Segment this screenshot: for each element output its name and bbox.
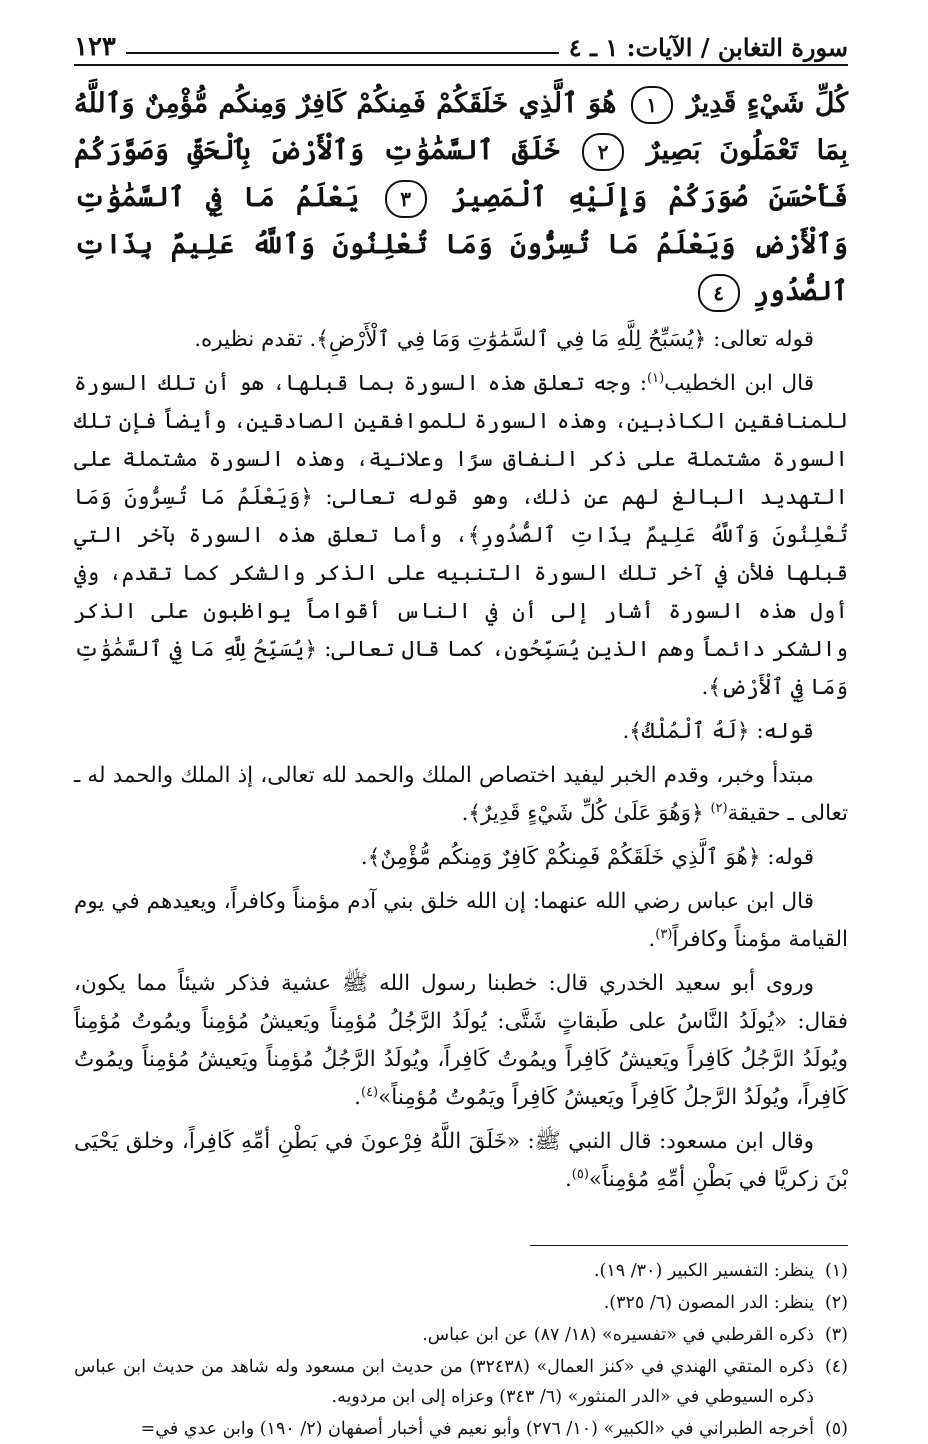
verse-text: خَلَقَ ٱلسَّمَٰوَٰتِ وَٱلْأَرْضَ بِٱلْحَقِّ وَصَوَّرَكُمْ فَأَحْسَنَ صُوَرَكُمْ وَإِلَيْهِ ٱلْمَصِيرُ <box>74 135 849 213</box>
footnote <box>74 1352 848 1412</box>
paragraph-text: . <box>648 927 656 952</box>
footnote-text: ينظر: التفسير الكبير (٣٠/ ١٩). <box>593 1261 814 1281</box>
commentary-body <box>74 321 848 1199</box>
paragraph: قوله تعالى: ﴿يُسَبِّحُ لِلَّهِ مَا فِي ٱلسَّمَٰوَٰتِ وَمَا فِي ٱلْأَرْضِ﴾. تقدم نظيره. <box>194 327 814 352</box>
ayah-number-marker: ٢ <box>582 133 624 171</box>
footnote-ref: (١) <box>647 370 665 386</box>
paragraph-text: : وجه تعلق هذه السورة بما قبلها، هو أن تلك السورة للمنافقين الكاذبين، وهذه السورة للموافقين الصادقين، وأيضاً فإن تلك السورة مشتملة على ذكر النفاق سرًا وعلانية، وهذه السورة مشتملة على التهديد البالغ لهم عن ذلك، وهو قوله تعالى: ﴿وَيَعْلَمُ مَا تُسِرُّونَ وَمَا تُعْلِنُونَ وَٱللَّهُ عَلِيمٌ بِذَاتِ ٱلصُّدُورِ﴾، وأما تعلق هذه السورة بآخر التي قبلها فلأن في آخر تلك السورة التنبيه على الذكر والشكر كما تقدم، وفي أول هذه السورة أشار إلى أن في الناس أقواماً يواظبون على الذكر والشكر دائماً وهم الذين يُسَبِّحُون، كما قال تعالى: ﴿يُسَبِّحُ لِلَّهِ مَا فِي ٱلسَّمَٰوَٰتِ وَمَا فِي ٱلْأَرْضِ﴾. <box>74 371 848 700</box>
ayah-number-marker: ٣ <box>385 180 427 218</box>
footnote-text: ذكره القرطبي في «تفسيره» (١٨/ ٨٧) عن ابن عباس. <box>422 1325 814 1345</box>
footnote-ref: (٤) <box>360 1084 379 1100</box>
footnote <box>74 1414 848 1444</box>
footnote-ref: (٥) <box>571 1166 589 1182</box>
paragraph-text: . <box>354 1085 361 1110</box>
running-title: سورة التغابن / الآيات: ١ ـ ٤ <box>568 33 848 62</box>
footnote <box>74 1288 848 1318</box>
header-rule <box>126 52 559 54</box>
footnotes <box>74 1256 848 1444</box>
footnote-number: (٣) <box>824 1325 848 1345</box>
paragraph-text: مبتدأ وخبر، وقدم الخبر ليفيد اختصاص الملك والحمد لله تعالى، إذ الملك والحمد له ـ تعالى ـ حقيقة <box>74 763 848 826</box>
footnote-ref: (٢) <box>710 800 728 816</box>
footnote <box>74 1320 848 1350</box>
page-header <box>74 28 848 66</box>
paragraph: قوله: ﴿هُوَ ٱلَّذِي خَلَقَكُمْ فَمِنكُمْ كَافِرٌ وَمِنكُم مُّؤْمِنٌ﴾. <box>360 845 814 870</box>
verse-text: يَعْلَمُ مَا فِي ٱلسَّمَٰوَٰتِ وَٱلْأَرْضِ وَيَعْلَمُ مَا تُسِرُّونَ وَمَا تُعْلِنُونَ وَٱللَّهُ عَلِيمٌ بِذَاتِ ٱلصُّدُورِ <box>74 182 848 307</box>
footnote-text: ذكره المتقي الهندي في «كنز العمال» (٣٢٤٣٨) من حديث ابن مسعود وله شاهد من حديث ابن عباس ذكره السيوطي في «الدر المنثور» (٦/ ٣٤٣) وعزاه إلى ابن مردويه. <box>74 1357 814 1407</box>
paragraph-text: وروى أبو سعيد الخدري قال: خطبنا رسول الله ﷺ عشية فذكر شيئاً مما يكون، فقال: «يُولَدُ النَّاسُ على طَبقاتٍ شَتَّى: يُولَدُ الرَّجُلُ مُؤمِناً ويَعيشُ مُؤمِناً ويمُوتُ مُؤمِناً ويُولَدُ الرَّجُلُ كَافِراً ويَعيشُ كَافِراً ويمُوتُ كَافِراً، ويُولَدُ الرَّجُلُ مُؤمِناً ويَعيشُ مُؤمِناً ويمُوتُ كَافِراً، ويُولَدُ الرَّجلُ كَافِراً ويَعيشُ كَافِراً ويَمُوتُ مُؤمِناً» <box>74 971 848 1110</box>
paragraph-text: وقال ابن مسعود: قال النبي ﷺ: «خَلَقَ اللَّهُ فِرْعونَ في بَطْنِ أمِّهِ كَافِراً، وخلق يَحْيَى بْنَ زكريَّا في بَطْنِ أمِّهِ مُؤمِناً» <box>74 1129 848 1192</box>
paragraph <box>74 1123 848 1199</box>
verse-text: هُوَ ٱلَّذِي خَلَقَكُمْ فَمِنكُمْ كَافِرٌ وَمِنكُم مُّؤْمِنٌ وَٱللَّهُ بِمَا تَعْمَلُونَ بَصِيرٌ <box>74 88 848 166</box>
paragraph <box>74 365 848 707</box>
paragraph-text: ﴿وَهُوَ عَلَىٰ كُلِّ شَيْءٍ قَدِيرٌ﴾. <box>461 801 711 826</box>
footnote-number: (٢) <box>824 1293 848 1313</box>
footnote-number: (١) <box>824 1261 848 1281</box>
quran-verses <box>74 80 848 315</box>
footnote-number: (٥) <box>824 1419 848 1439</box>
paragraph-text: قال ابن عباس رضي الله عنهما: إن الله خلق بني آدم مؤمناً وكافراً، ويعيدهم في يوم القيامة مؤمناً وكافراً <box>74 889 848 952</box>
paragraph-text: قال ابن الخطيب <box>664 371 814 396</box>
page-number: ١٢٣ <box>74 32 116 62</box>
paragraph <box>74 883 848 959</box>
paragraph-text: . <box>564 1167 572 1192</box>
footnote-ref: (٣) <box>655 926 673 942</box>
ayah-number-marker: ١ <box>631 86 673 124</box>
footnote-text: ينظر: الدر المصون (٦/ ٣٢٥). <box>603 1293 814 1313</box>
footnote <box>74 1256 848 1286</box>
ayah-number-marker: ٤ <box>698 274 740 312</box>
verse-text: كُلِّ شَيْءٍ قَدِيرٌ <box>686 88 849 119</box>
paragraph: قوله: ﴿لَهُ ٱلْمُلْكُ﴾. <box>622 719 814 744</box>
footnote-separator <box>530 1245 848 1246</box>
paragraph <box>74 965 848 1117</box>
footnote-text: أخرجه الطبراني في «الكبير» (١٠/ ٢٧٦) وأبو نعيم في أخبار أصفهان (٢/ ١٩٠) وابن عدي في= <box>140 1419 814 1439</box>
footnote-number: (٤) <box>824 1357 848 1377</box>
paragraph <box>74 757 848 833</box>
